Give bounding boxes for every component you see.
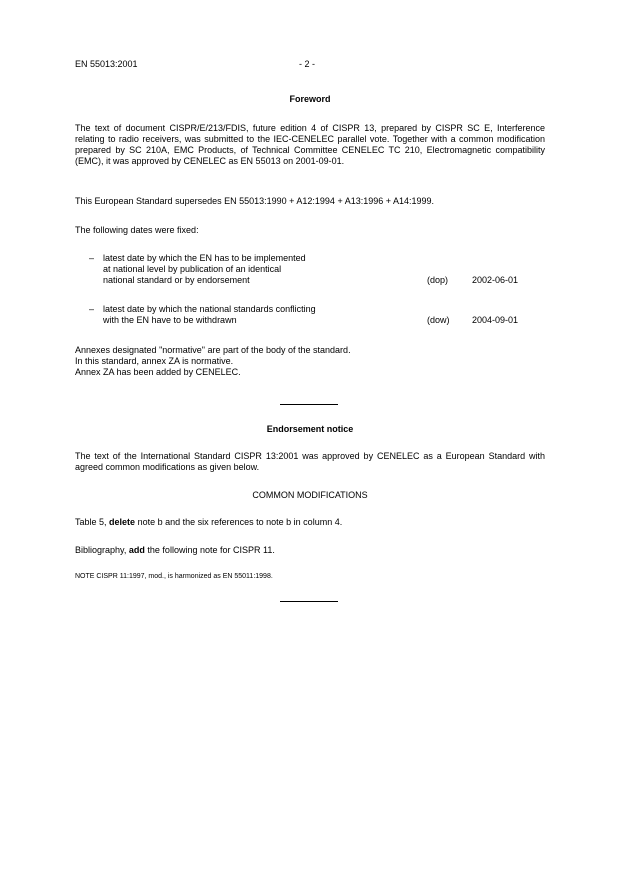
date-item-line: latest date by which the EN has to be implemented	[103, 253, 306, 263]
common-modifications-title: COMMON MODIFICATIONS	[252, 490, 368, 500]
modification-suffix: the following note for CISPR 11.	[147, 545, 275, 555]
annex-line: Annex ZA has been added by CENELEC.	[75, 367, 241, 377]
modification-action: add	[128, 545, 145, 555]
date-item-dop	[89, 253, 549, 286]
date-item-text	[103, 304, 403, 326]
date-item-line: at national level by publication of an identical	[103, 264, 282, 274]
annex-line: In this standard, annex ZA is normative.	[75, 356, 234, 366]
foreword-paragraph-2: This European Standard supersedes EN 55013:1990 + A12:1994 + A13:1996 + A14:1999.	[75, 196, 435, 206]
date-code: (dop)	[427, 275, 449, 285]
date-item-dow	[89, 304, 549, 326]
list-dash: –	[89, 253, 95, 263]
date-item-line: with the EN have to be withdrawn	[103, 315, 237, 325]
section-divider	[280, 404, 338, 405]
modification-prefix: Bibliography,	[75, 545, 127, 555]
modification-action: delete	[109, 517, 136, 527]
date-item-text	[103, 253, 403, 286]
date-value: 2004-09-01	[472, 315, 519, 325]
page-number: - 2 -	[299, 59, 316, 69]
foreword-paragraph-1: The text of document CISPR/E/213/FDIS, future edition 4 of CISPR 13, prepared by CISPR SC E, Interference relating to radio receivers, was submitted to the IEC-CENELEC parallel vote. Together with a common modification prepared by SC 210A, EMC Products, of Technical Committee CENELEC TC 210, Electromagnetic compatibility (EMC), it was approved by CENELEC as EN 55013 on 2001-09-01.	[75, 123, 545, 166]
annex-line: Annexes designated "normative" are part of the body of the standard.	[75, 345, 351, 355]
date-item-line: national standard or by endorsement	[103, 275, 250, 285]
modification-suffix: note b and the six references to note b in column 4.	[137, 517, 343, 527]
annex-notes	[75, 345, 545, 378]
document-id: EN 55013:2001	[75, 59, 138, 69]
modification-prefix: Table 5,	[75, 517, 107, 527]
date-code: (dow)	[427, 315, 450, 325]
date-value: 2002-06-01	[472, 275, 519, 285]
end-divider	[280, 601, 338, 602]
endorsement-paragraph: The text of the International Standard CISPR 13:2001 was approved by CENELEC as a European Standard with agreed common modifications as given below.	[75, 451, 545, 472]
bibliography-note: NOTE CISPR 11:1997, mod., is harmonized as EN 55011:1998.	[75, 573, 273, 580]
modification-table-5	[75, 517, 545, 528]
endorsement-title: Endorsement notice	[266, 424, 354, 434]
foreword-paragraph-3: The following dates were fixed:	[75, 225, 199, 235]
list-dash: –	[89, 304, 95, 314]
foreword-title: Foreword	[289, 94, 331, 104]
date-item-line: latest date by which the national standards conflicting	[103, 304, 316, 314]
modification-bibliography	[75, 545, 545, 556]
